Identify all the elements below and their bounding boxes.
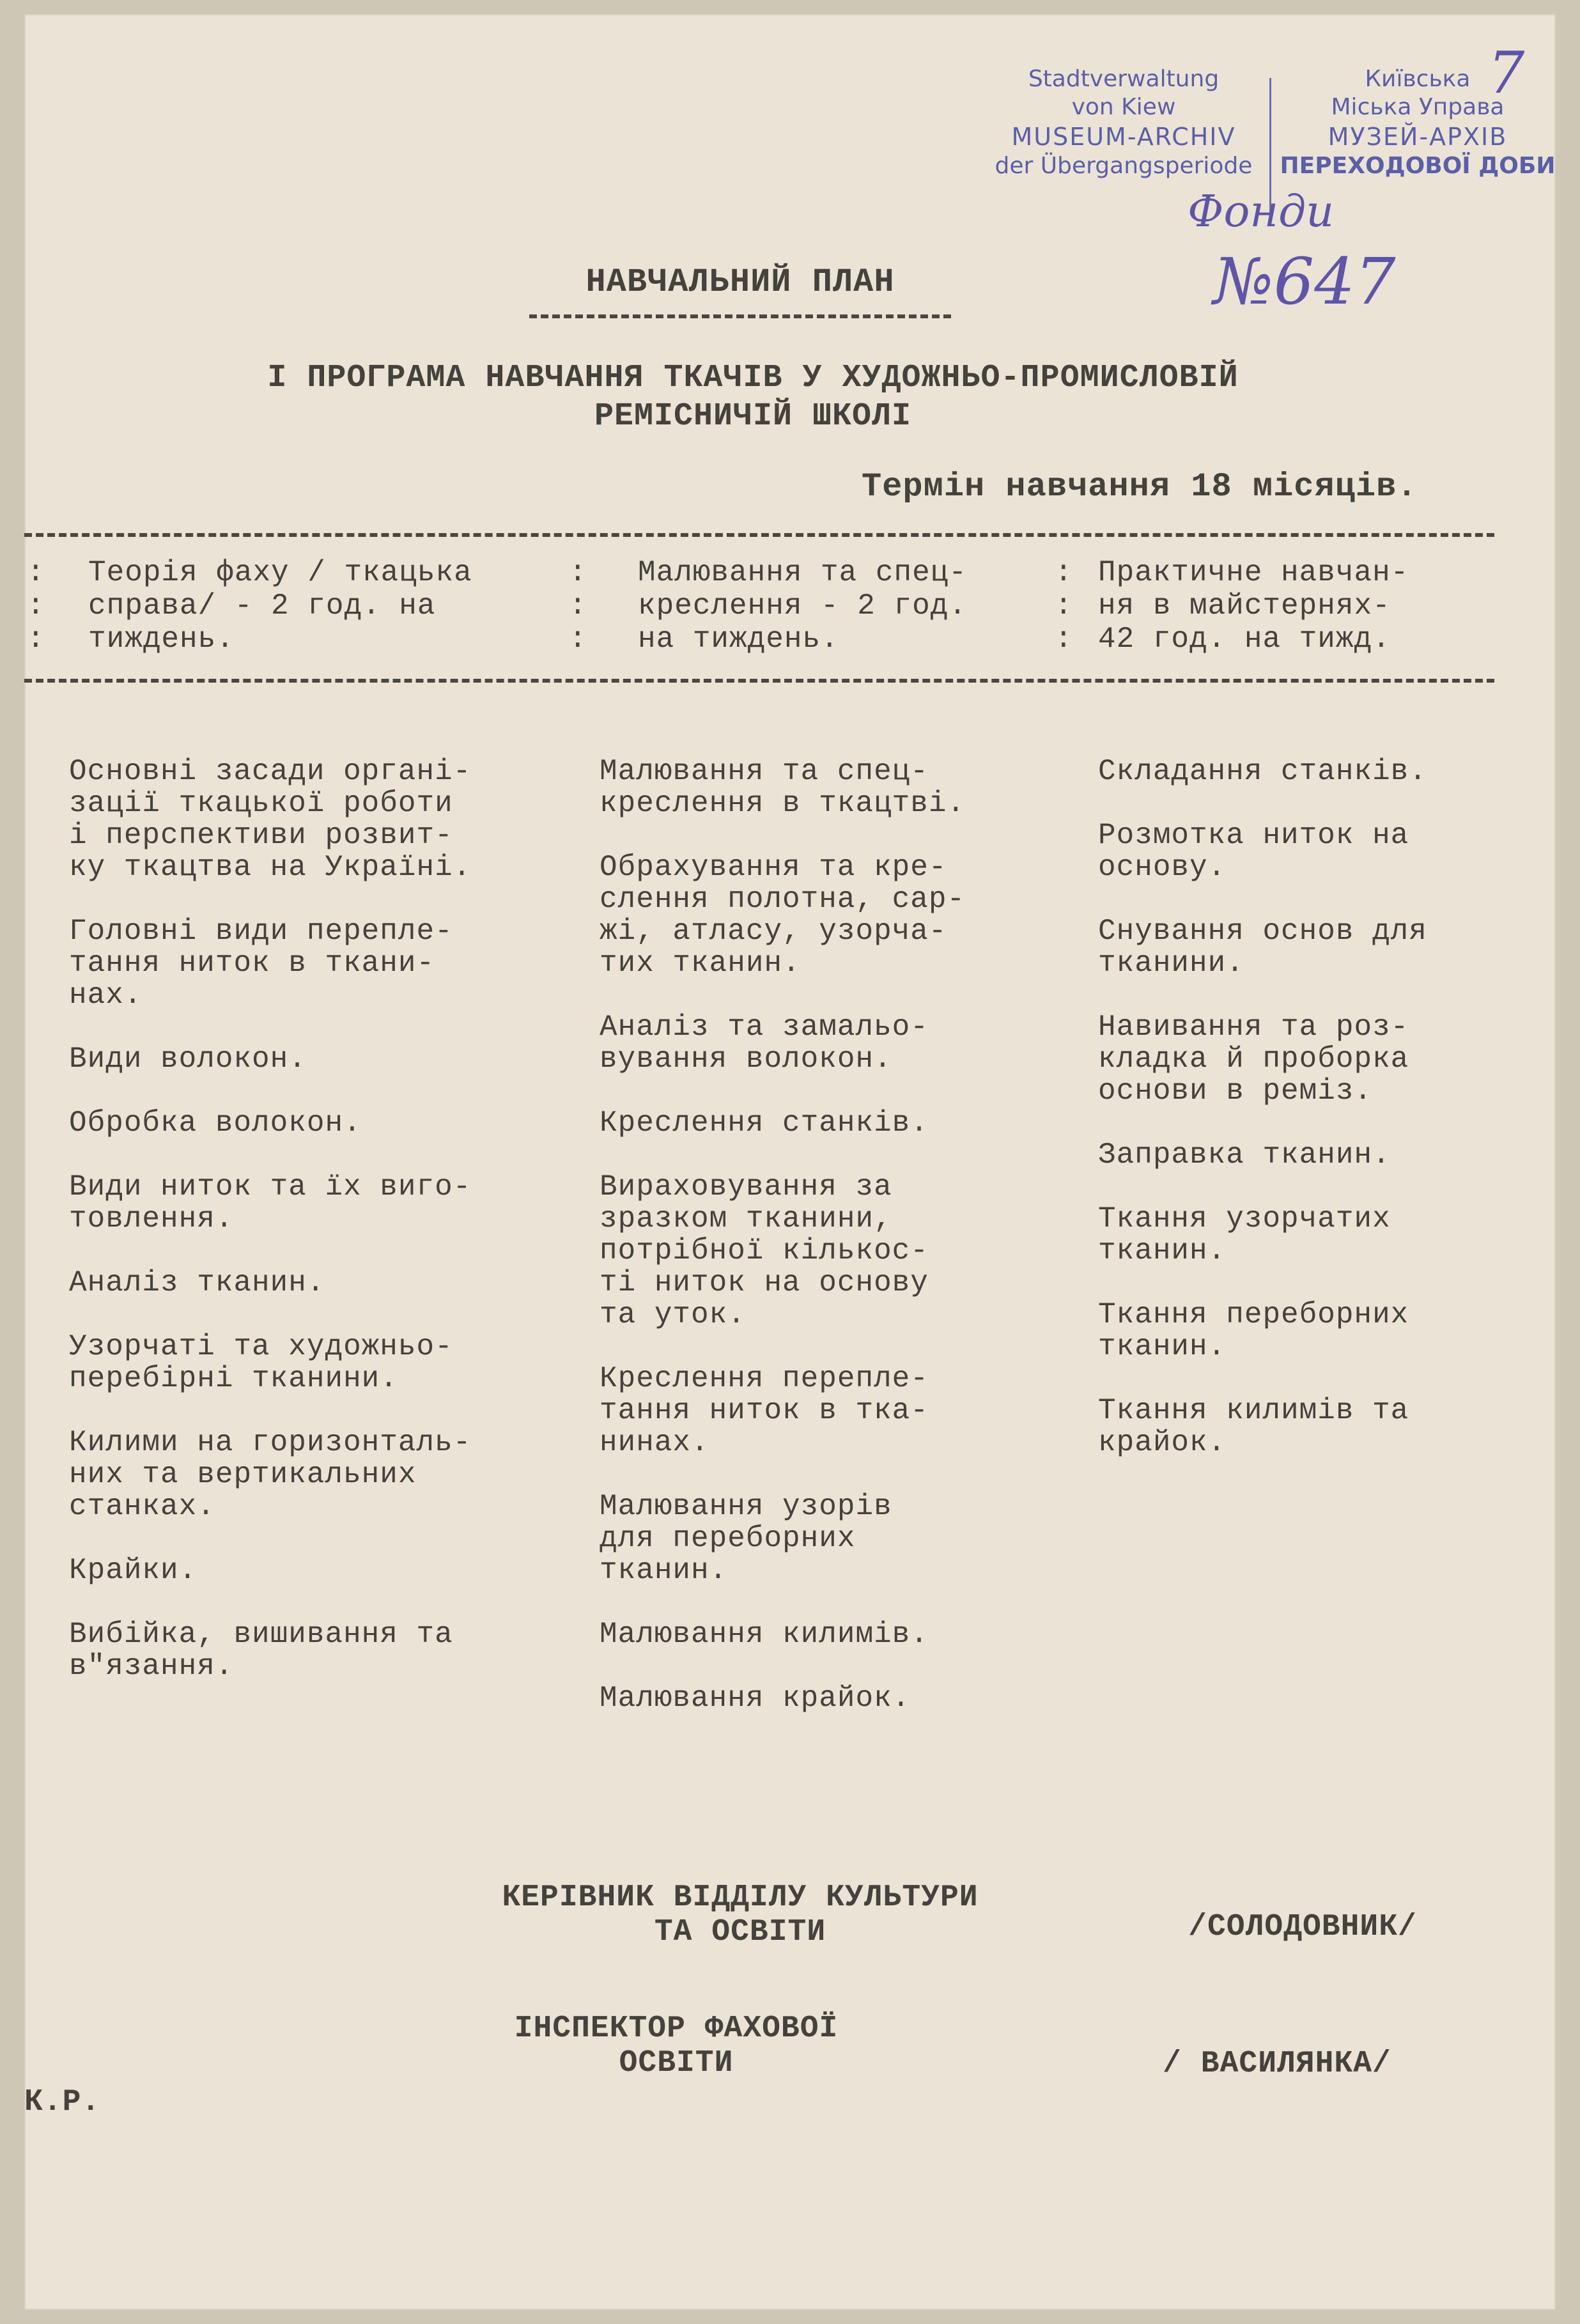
- list-item: Аналіз тканин.: [69, 1266, 325, 1299]
- column-separator: : : :: [1055, 556, 1073, 656]
- column-drawing: [600, 755, 1085, 1746]
- column-separator: : : :: [569, 556, 587, 656]
- list-item: Розмотка ниток на основу.: [1098, 819, 1409, 884]
- list-item: Креслення перепле- тання ниток в тка- нинах.: [600, 1362, 929, 1459]
- stamp-line: Міська Управа: [1331, 94, 1505, 120]
- stamp-line: der Übergangsperiode: [995, 153, 1253, 179]
- list-item: Малювання узорів для переборних тканин.: [600, 1490, 892, 1587]
- header-practice: Практичне навчан- ня в майстернях- 42 год. на тижд.: [1098, 556, 1409, 656]
- column-theory: [69, 755, 555, 1714]
- header-drawing: Малювання та спец- креслення - 2 год. на тиждень.: [638, 556, 967, 656]
- stamp-line: Київська: [1365, 66, 1471, 92]
- list-item: Види волокон.: [69, 1042, 307, 1076]
- table-top-rule: [24, 533, 1494, 537]
- list-item: Обробка волокон.: [69, 1106, 362, 1140]
- list-item: Навивання та роз- кладка й проборка основи в реміз.: [1098, 1011, 1409, 1108]
- list-item: Снування основ для тканини.: [1098, 915, 1427, 980]
- document-page: [24, 14, 1556, 2310]
- typist-initials: К.Р.: [24, 2085, 101, 2119]
- list-item: Складання станків.: [1098, 755, 1427, 788]
- list-item: Ткання килимів та крайок.: [1098, 1394, 1409, 1459]
- list-item: Ткання узорчатих тканин.: [1098, 1202, 1391, 1267]
- stamp-line: MUSEUM-ARCHIV: [1011, 123, 1236, 151]
- document-title: НАВЧАЛЬНИЙ ПЛАН: [585, 263, 895, 301]
- list-item: Узорчаті та художньо- перебірні тканини.: [69, 1330, 453, 1395]
- list-item: Малювання та спец- креслення в ткацтві.: [600, 755, 966, 820]
- table-bottom-rule: [24, 679, 1494, 683]
- stamp-line: МУЗЕЙ-АРХІВ: [1328, 123, 1508, 151]
- stamp-line: von Kiew: [1071, 94, 1176, 120]
- column-separator: : : :: [27, 556, 45, 656]
- handwritten-fond-number: №647: [1213, 244, 1396, 319]
- list-item: Аналіз та замальо- вування волокон.: [600, 1011, 929, 1076]
- list-item: Креслення станків.: [600, 1106, 929, 1140]
- list-item: Малювання крайок.: [600, 1682, 911, 1715]
- duration-line: Термін навчання 18 місяців.: [862, 468, 1418, 506]
- header-theory: Теорія фаху / ткацька справа/ - 2 год. на тиждень.: [88, 556, 472, 656]
- list-item: Заправка тканин.: [1098, 1138, 1391, 1172]
- stamp-line: Stadtverwaltung: [1028, 66, 1220, 92]
- signatory-name-inspector: / ВАСИЛЯНКА/: [1163, 2047, 1391, 2081]
- list-item: Основні засади органі- зації ткацької роботи і перспективи розвит- ку ткацтва на Україні.: [69, 755, 472, 884]
- stamp-line: ПЕРЕХОДОВОЇ ДОБИ: [1280, 153, 1556, 179]
- list-item: Види ниток та їх виго- товлення.: [69, 1170, 472, 1236]
- list-item: Ткання переборних тканин.: [1098, 1298, 1409, 1363]
- column-practice: [1098, 755, 1507, 1491]
- document-subtitle: І ПРОГРАМА НАВЧАННЯ ТКАЧІВ У ХУДОЖНЬО-ПРОМИСЛОВІЙ РЕМІСНИЧІЙ ШКОЛІ: [267, 360, 1239, 435]
- handwritten-page-number: 7: [1488, 40, 1525, 107]
- list-item: Обрахування та кре- слення полотна, сар- жі, атласу, узорча- тих тканин.: [600, 851, 966, 980]
- title-underline: [529, 314, 951, 318]
- handwritten-fond-label: Фонди: [1188, 187, 1335, 237]
- signatory-role-head: КЕРІВНИК ВІДДІЛУ КУЛЬТУРИ ТА ОСВІТИ: [502, 1880, 979, 1949]
- signatory-role-inspector: ІНСПЕКТОР ФАХОВОЇ ОСВІТИ: [514, 2011, 839, 2080]
- list-item: Вибійка, вишивання та в"язання.: [69, 1618, 453, 1683]
- list-item: Вираховування за зразком тканини, потрібної кількос- ті ниток на основу та уток.: [600, 1170, 929, 1331]
- stamp-german: [983, 65, 1264, 180]
- list-item: Крайки.: [69, 1554, 198, 1587]
- list-item: Головні види перепле- тання ниток в ткани- нах.: [69, 915, 453, 1012]
- list-item: Килими на горизонталь- них та вертикальних станках.: [69, 1426, 472, 1523]
- signatory-name-head: /СОЛОДОВНИК/: [1188, 1910, 1417, 1944]
- list-item: Малювання килимів.: [600, 1618, 929, 1651]
